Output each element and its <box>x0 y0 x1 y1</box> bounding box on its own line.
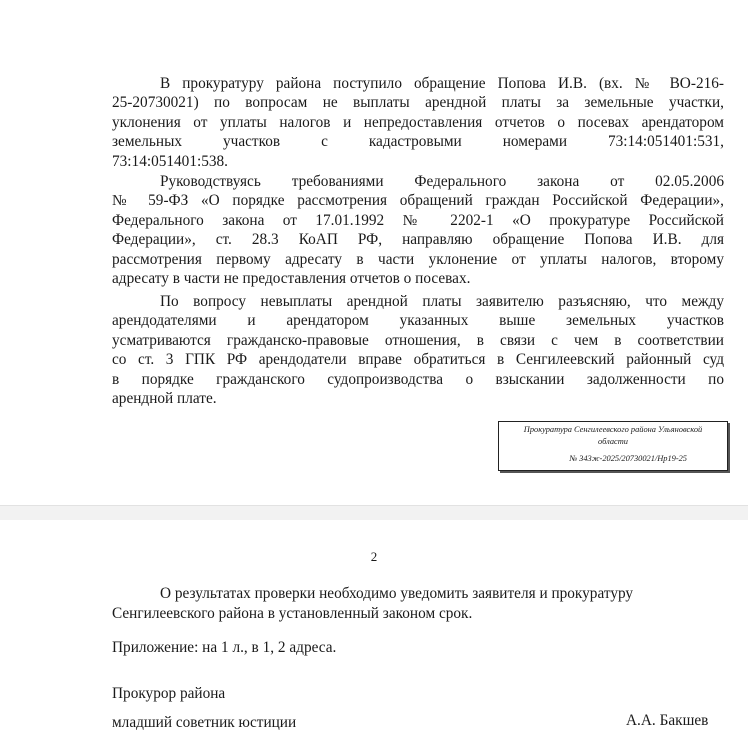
paragraph-appeal-received <box>112 74 724 171</box>
text-line: усматриваются гражданско-правовые отношения, в связи с чем в соответствии <box>112 331 724 349</box>
text-line: арендодателями и арендатором указанных выше земельных участков <box>112 312 724 330</box>
text-line: 25-20730021) по вопросам не выплаты арендной платы за земельные участки, <box>112 94 724 112</box>
text-line: земельных участков с кадастровыми номерами 73:14:051401:531, <box>112 133 724 151</box>
text-line: По вопросу невыплаты арендной платы заявителю разъясняю, что между <box>160 293 724 310</box>
text-line: Федерации», ст. 28.3 КоАП РФ, направляю обращение Попова И.В. для <box>112 231 724 249</box>
text-line: В прокуратуру района поступило обращение Попова И.В. (вх. № ВО-216- <box>160 75 724 92</box>
signatory-name: А.А. Бакшев <box>626 712 709 729</box>
page-number: 2 <box>370 549 378 564</box>
text-line: в порядке гражданского судопроизводства о взыскании задолженности по <box>112 370 724 388</box>
attachment-note: Приложение: на 1 л., в 1, 2 адреса. <box>112 639 337 656</box>
text-line: со ст. 3 ГПК РФ арендодатели вправе обратиться в Сенгилеевский районный суд <box>112 351 724 369</box>
signatory-position: Прокурор района <box>112 685 226 702</box>
stamp-region: области <box>598 437 628 446</box>
text-line: Федерального закона от 17.01.1992 № 2202-1 «О прокуратуре Российской <box>112 211 724 229</box>
registration-stamp <box>498 421 728 471</box>
paragraph-rent-explanation <box>112 292 724 408</box>
page-separator <box>0 505 748 521</box>
text-line: рассмотрения первому адресату в части уклонение от уплаты налогов, второму <box>112 250 724 268</box>
signatory-rank: младший советник юстиции <box>112 714 297 731</box>
stamp-organization: Прокуратура Сенгилеевского района Ульяновской <box>523 425 703 434</box>
text-line: Руководствуясь требованиями Федерального закона от 02.05.2006 <box>160 173 724 190</box>
text-line: № 59-ФЗ «О порядке рассмотрения обращений граждан Российской Федерации», <box>112 192 724 210</box>
stamp-registration-number: № 343ж-2025/20730021/Нр19-25 <box>569 454 687 463</box>
text-line: арендной плате. <box>112 390 217 408</box>
text-line: уклонения от уплаты налогов и непредоставления отчетов о посевах арендатором <box>112 113 724 131</box>
text-line: адресату в части не предоставления отчетов о посевах. <box>112 270 471 288</box>
notify-line-2: Сенгилеевского района в установленный законом срок. <box>112 605 473 622</box>
paragraph-legal-basis <box>112 172 724 288</box>
notify-line-1: О результатах проверки необходимо уведомить заявителя и прокуратуру <box>160 585 634 602</box>
text-line: 73:14:051401:538. <box>112 152 229 170</box>
